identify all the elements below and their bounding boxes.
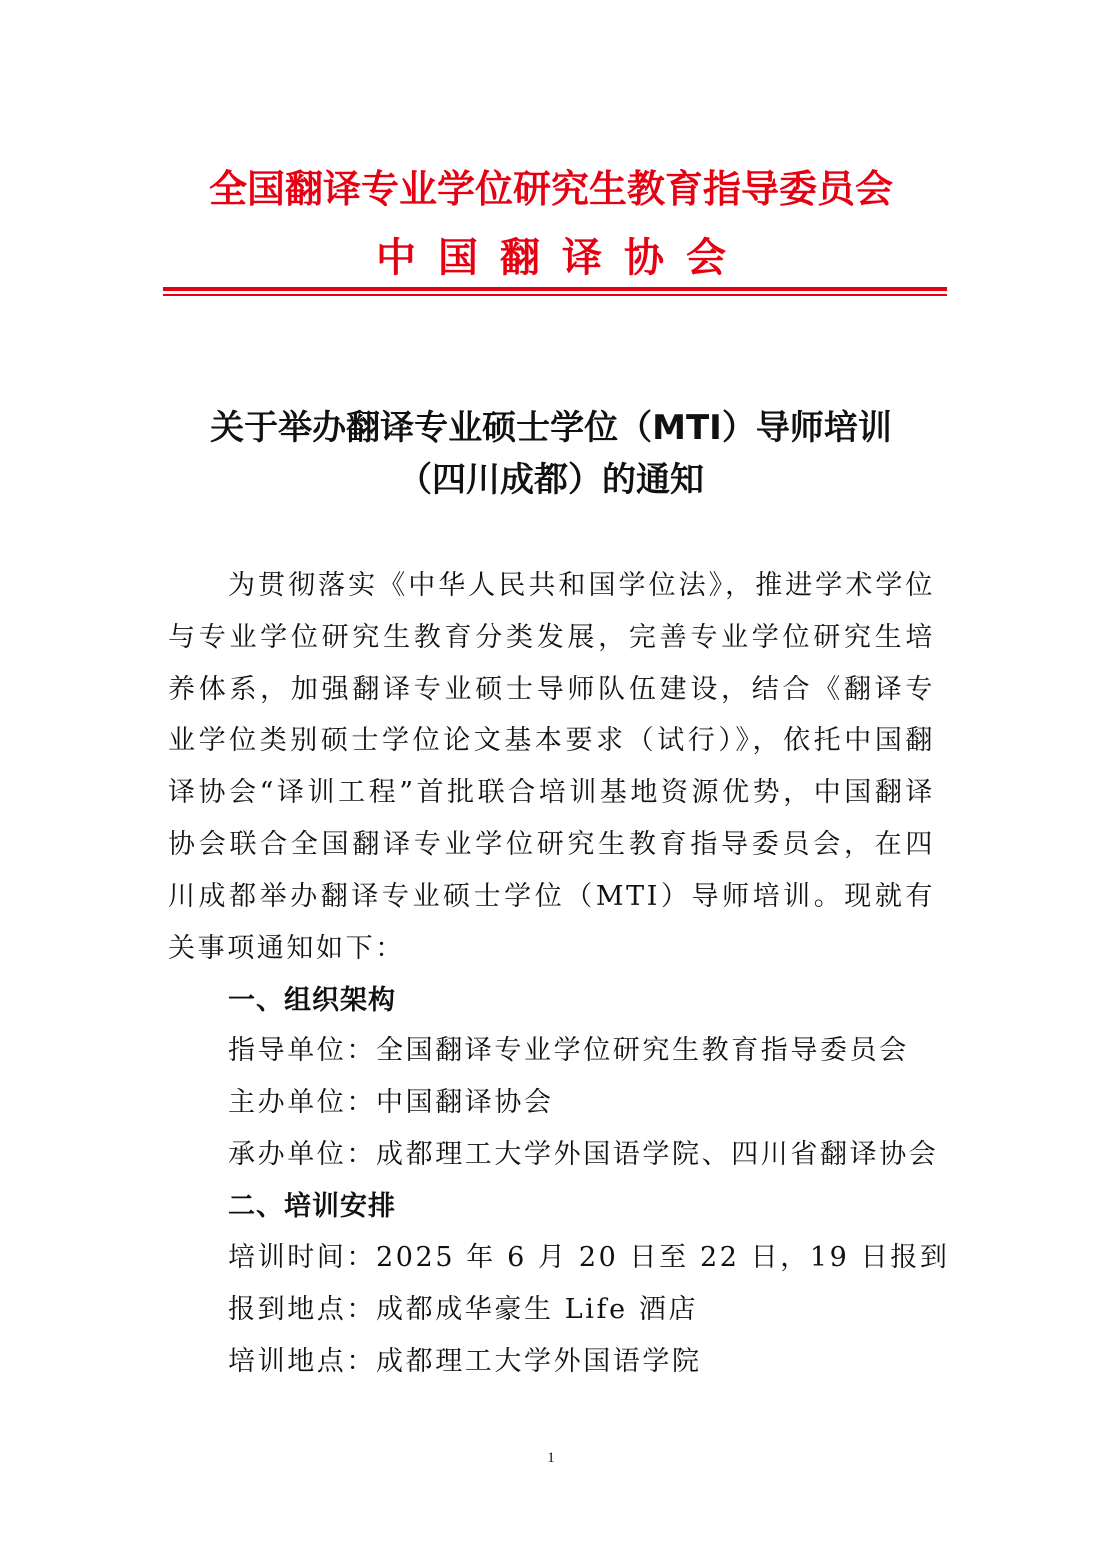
page-number: 1	[547, 1450, 555, 1466]
letterhead-rule-thin	[163, 294, 947, 296]
section-heading-organization: 一、组织架构	[228, 985, 396, 1016]
document-title-line-2: （四川成都）的通知	[398, 460, 704, 500]
intro-paragraph: 为贯彻落实《中华人民共和国学位法》，推进学术学位与专业学位研究生教育分类发展，完善专业学位研究生培养体系，加强翻译专业硕士导师队伍建设，结合《翻译专业学位类别硕士学位论文基本要求（试行）》，依托中国翻译协会“译训工程”首批联合培训基地资源优势，中国翻译协会联合全国翻译专业学位研究生教育指导委员会，在四川成都举办翻译专业硕士学位（MTI）导师培训。现就有关事项通知如下：	[168, 570, 935, 964]
section-heading-arrangement: 二、培训安排	[228, 1191, 396, 1222]
letterhead-line-2: 中国翻译协会	[376, 235, 748, 281]
letterhead-rule-thick	[163, 287, 947, 291]
host-unit: 主办单位：中国翻译协会	[228, 1087, 554, 1118]
document-title-line-1: 关于举办翻译专业硕士学位（MTI）导师培训	[210, 408, 892, 448]
training-time: 培训时间：2025 年 6 月 20 日至 22 日，19 日报到	[228, 1242, 950, 1273]
guiding-unit: 指导单位：全国翻译专业学位研究生教育指导委员会	[228, 1035, 909, 1066]
letterhead-line-1: 全国翻译专业学位研究生教育指导委员会	[208, 167, 893, 211]
training-location: 培训地点：成都理工大学外国语学院	[228, 1346, 702, 1377]
organizing-unit: 承办单位：成都理工大学外国语学院、四川省翻译协会	[228, 1139, 939, 1170]
checkin-location: 报到地点：成都成华豪生 Life 酒店	[228, 1294, 699, 1325]
